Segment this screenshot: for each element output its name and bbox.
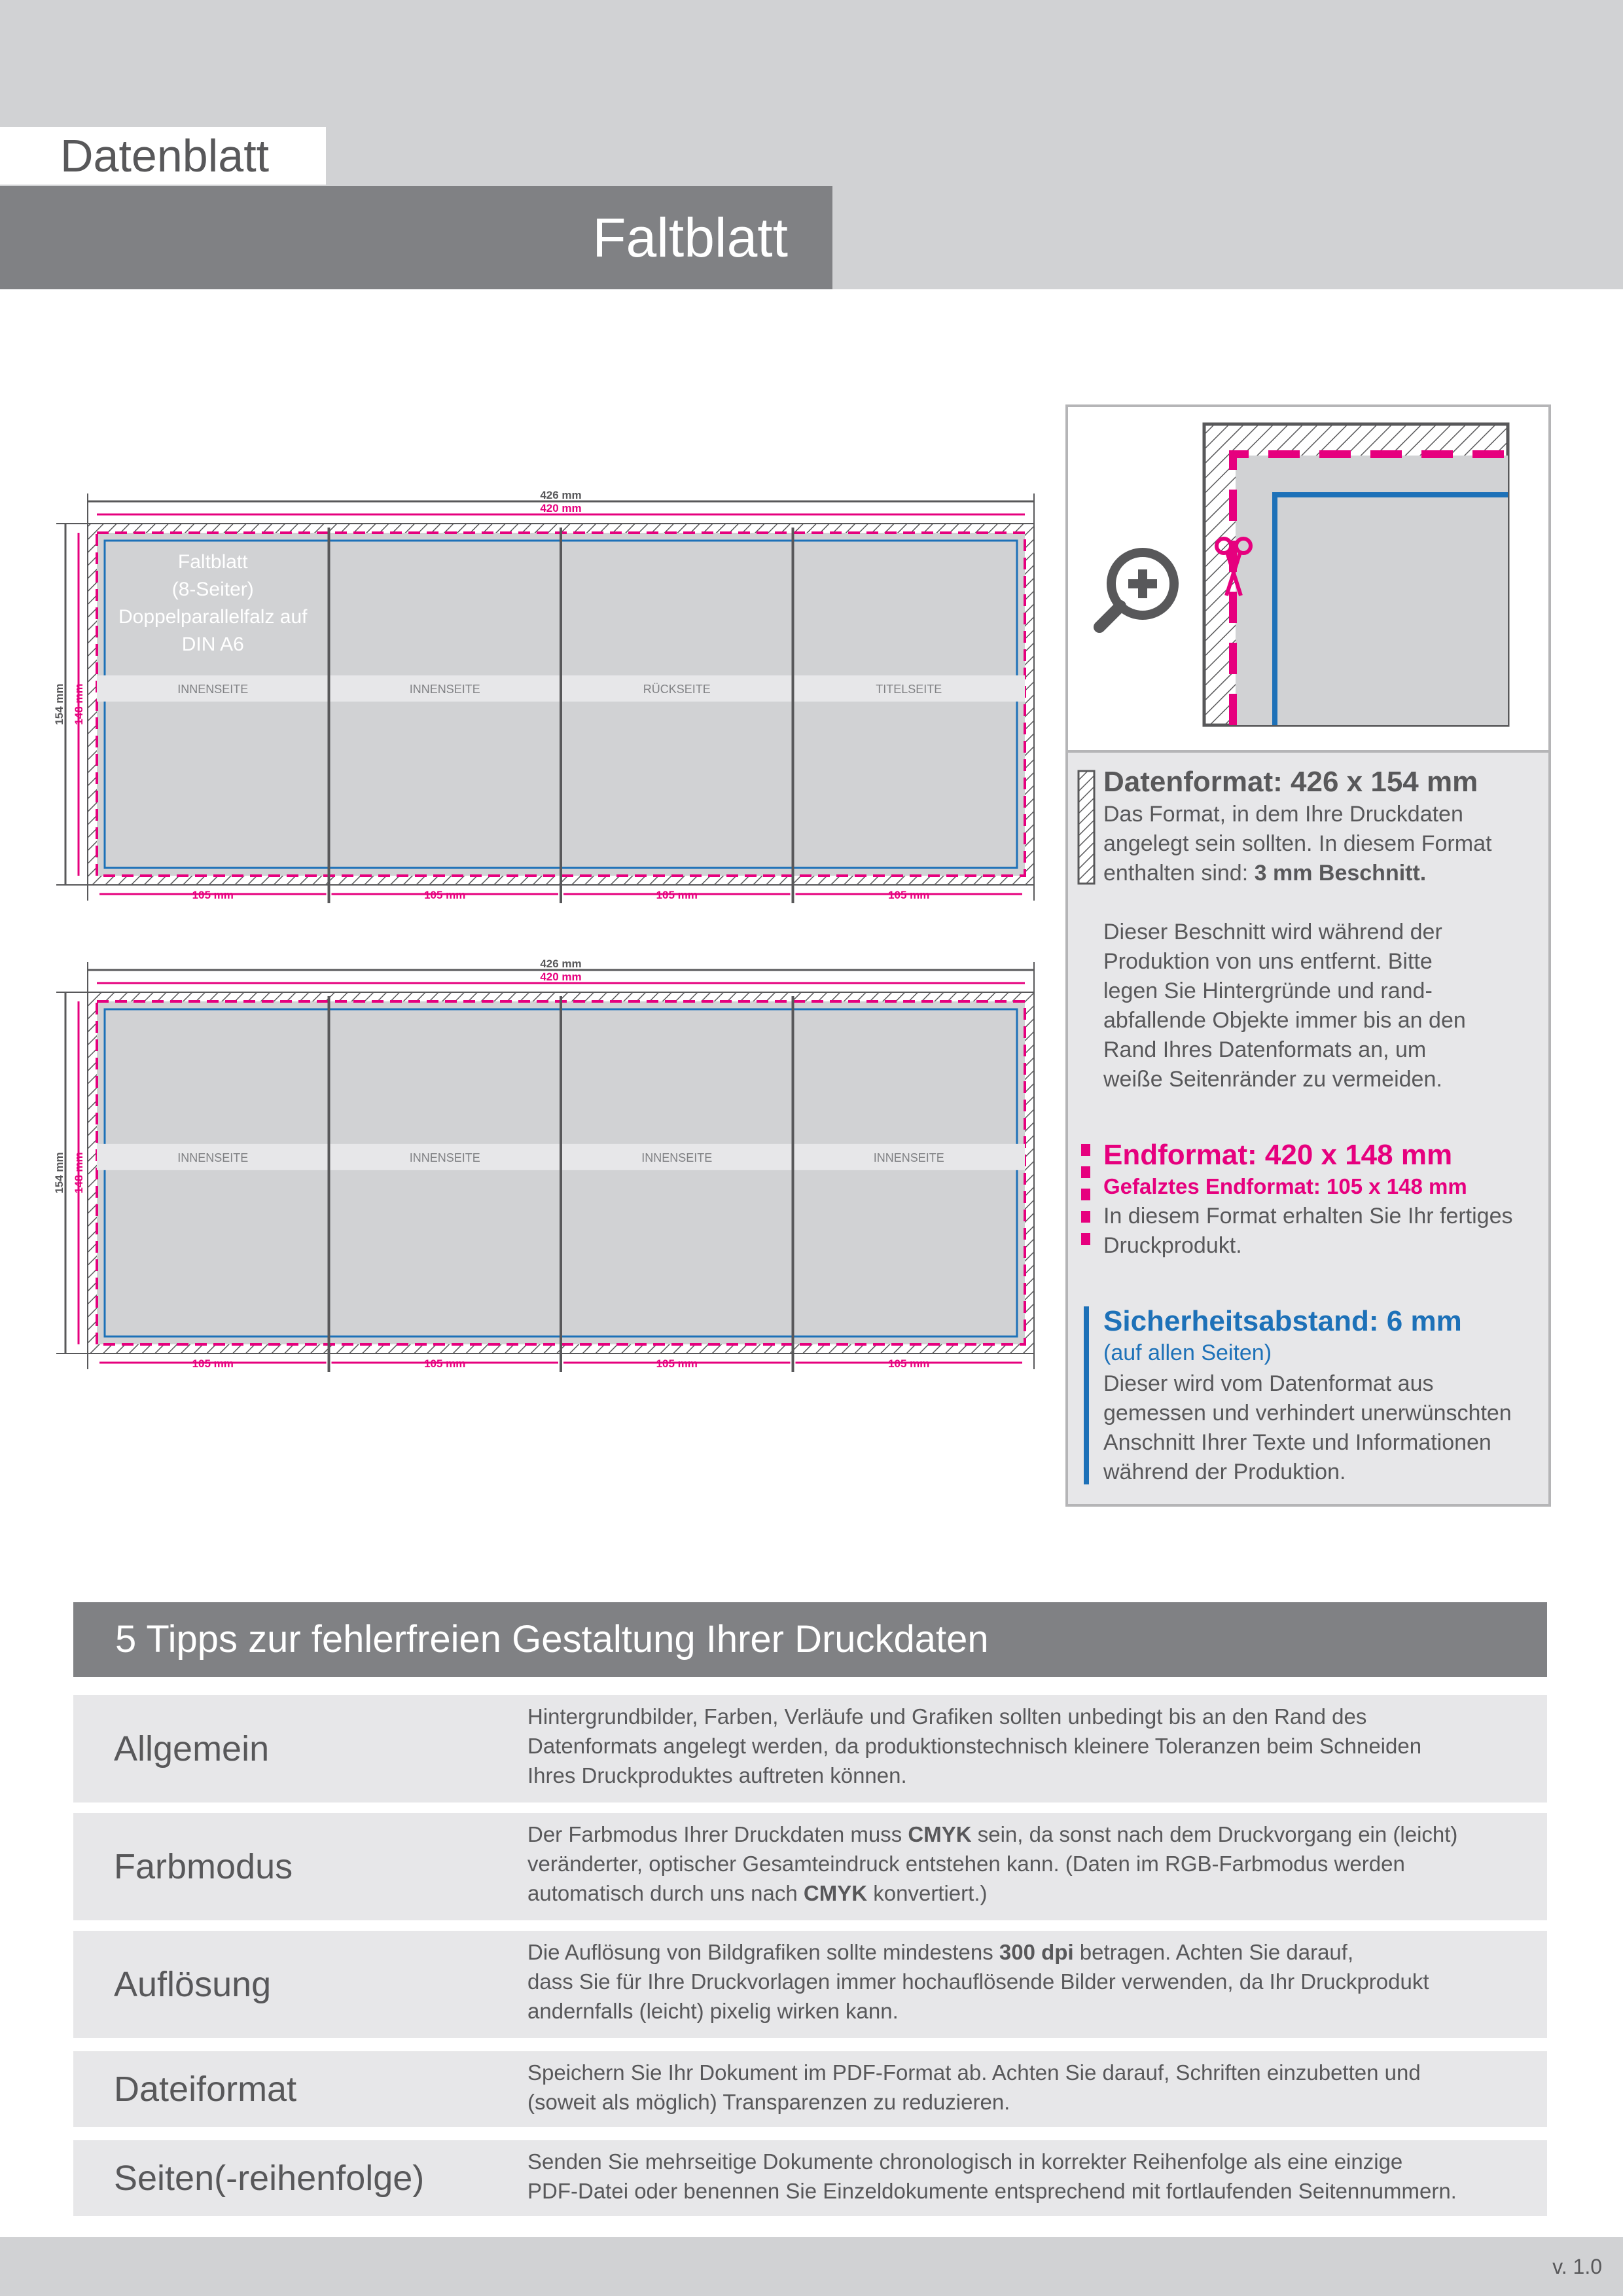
sicherheit-subtitle: (auf allen Seiten): [1103, 1340, 1272, 1365]
tip-text-part: (soweit als möglich) Transparenzen zu reduzieren.: [527, 2090, 1010, 2114]
tip-text: [527, 2058, 1542, 2117]
datenformat-line: Das Format, in dem Ihre Druckdaten: [1103, 802, 1463, 827]
safety-line-marker: [1084, 1306, 1089, 1484]
tip-text: [527, 1820, 1542, 1908]
product-label: (8-Seiter): [171, 579, 254, 600]
dimension-total-width: 426 mm: [540, 489, 582, 501]
datenformat-title: Datenformat: 426 x 154 mm: [1103, 766, 1478, 798]
dimension-total-width: 426 mm: [540, 958, 582, 970]
endformat-subtitle: Gefalztes Endformat: 105 x 148 mm: [1103, 1174, 1467, 1198]
dimension-total-height: 154 mm: [53, 1152, 65, 1194]
tip-text-part: betragen. Achten Sie darauf,: [1073, 1940, 1354, 1964]
format-diagrams: [0, 458, 1073, 1401]
tip-name: Allgemein: [114, 1729, 270, 1768]
panel-label: INNENSEITE: [177, 1151, 249, 1164]
datenformat-line: enthalten sind:: [1103, 861, 1255, 886]
diagram-with-title: [53, 489, 1034, 903]
tip-text-line: [527, 1702, 1542, 1731]
tip-text-line: [527, 1731, 1542, 1761]
dimension-total-height: 154 mm: [53, 683, 65, 725]
product-label: Doppelparallelfalz auf: [118, 606, 308, 628]
panel-width-label: 105 mm: [424, 889, 466, 901]
beschnitt-line: legen Sie Hintergründe und rand-: [1103, 978, 1433, 1003]
tip-emphasis: CMYK: [908, 1822, 972, 1846]
product-label: DIN A6: [181, 634, 244, 655]
tip-emphasis: CMYK: [803, 1881, 868, 1905]
bleed-detail-graphic: [1068, 407, 1548, 747]
beschnitt-line: Produktion von uns entfernt. Bitte: [1103, 949, 1433, 974]
panel-width-label: 105 mm: [656, 1357, 698, 1370]
tips-title: 5 Tipps zur fehlerfreien Gestaltung Ihrer Druckdaten: [115, 1618, 989, 1660]
dimension-final-width: 420 mm: [540, 971, 582, 983]
tip-name: Auflösung: [114, 1965, 272, 2004]
tip-name: Seiten(-reihenfolge): [114, 2159, 425, 2198]
sicherheit-text: [1103, 1369, 1546, 1487]
tip-text: [527, 1937, 1542, 2026]
panel-width-label: 105 mm: [888, 889, 930, 901]
panel-width-label: 105 mm: [888, 1357, 930, 1370]
beschnitt-line: Dieser Beschnitt wird während der: [1103, 920, 1442, 944]
tip-text: [527, 1702, 1542, 1790]
datenformat-line: angelegt sein sollten. In diesem Format: [1103, 831, 1492, 856]
tip-text-part: konvertiert.): [867, 1881, 988, 1905]
tip-text-line: [527, 1996, 1542, 2026]
bleed-hatch-marker: [1077, 770, 1098, 885]
tip-text: [527, 2147, 1542, 2206]
version-label: v. 1.0: [1552, 2255, 1602, 2278]
tip-text-line: [527, 2147, 1542, 2176]
dimension-final-height: 148 mm: [73, 683, 85, 725]
zoom-illustration: [1068, 407, 1548, 753]
tip-text-part: Der Farbmodus Ihrer Druckdaten muss: [527, 1822, 908, 1846]
endformat-text: [1103, 1202, 1535, 1261]
tip-text-line: [527, 1967, 1542, 1996]
tip-text-part: Speichern Sie Ihr Dokument im PDF-Format ab. Achten Sie darauf, Schriften einzubetten und: [527, 2060, 1421, 2085]
zoom-icon: [1099, 552, 1174, 627]
panel-width-label: 105 mm: [192, 1357, 234, 1370]
tip-text-line: [527, 1937, 1542, 1967]
tip-text-part: Ihres Druckproduktes auftreten können.: [527, 1763, 907, 1787]
beschnitt-line: Rand Ihres Datenformats an, um: [1103, 1037, 1427, 1062]
panel-label: INNENSEITE: [641, 1151, 713, 1164]
tip-text-part: veränderter, optischer Gesamteindruck entstehen kann. (Daten im RGB-Farbmodus werden: [527, 1852, 1405, 1876]
tip-text-part: andernfalls (leicht) pixelig wirken kann.: [527, 1999, 899, 2023]
datenformat-bold: 3 mm Beschnitt.: [1254, 861, 1427, 886]
sicherheit-title: Sicherheitsabstand: 6 mm: [1103, 1305, 1462, 1337]
endformat-dash-marker: [1081, 1144, 1090, 1253]
page-title: Faltblatt: [592, 207, 788, 268]
tip-text-line: [527, 2058, 1542, 2087]
tip-text-part: PDF-Datei oder benennen Sie Einzeldokumente entsprechend mit fortlaufenden Seitennummern.: [527, 2179, 1457, 2203]
panel-label: RÜCKSEITE: [643, 682, 711, 696]
tip-name: Farbmodus: [114, 1847, 293, 1886]
tip-text-line: [527, 2176, 1542, 2206]
panel-label: INNENSEITE: [409, 682, 480, 696]
panel-label: TITELSEITE: [876, 682, 942, 696]
tip-text-part: dass Sie für Ihre Druckvorlagen immer hochauflösende Bilder verwenden, da Ihr Druckprodukt: [527, 1969, 1429, 1994]
tip-emphasis: 300 dpi: [999, 1940, 1074, 1964]
panel-width-label: 105 mm: [656, 889, 698, 901]
dimension-final-width: 420 mm: [540, 502, 582, 514]
sicherheit-line: Dieser wird vom Datenformat aus: [1103, 1371, 1434, 1396]
tip-text-part: Hintergrundbilder, Farben, Verläufe und Grafiken sollten unbedingt bis an den Rand des: [527, 1704, 1367, 1729]
tip-text-part: sein, da sonst nach dem Druckvorgang ein (leicht): [971, 1822, 1458, 1846]
panel-label: INNENSEITE: [873, 1151, 944, 1164]
tip-text-line: [527, 1820, 1542, 1849]
panel-width-label: 105 mm: [192, 889, 234, 901]
datenformat-text: [1103, 800, 1535, 888]
diagram-inner-pages: [53, 958, 1034, 1372]
tip-text-part: automatisch durch uns nach: [527, 1881, 804, 1905]
sicherheit-line: während der Produktion.: [1103, 1460, 1346, 1484]
tip-text-line: [527, 1761, 1542, 1790]
tip-text-line: [527, 2087, 1542, 2117]
tip-text-part: Die Auflösung von Bildgrafiken sollte mindestens: [527, 1940, 999, 1964]
dimension-final-height: 148 mm: [73, 1152, 85, 1194]
endformat-title: Endformat: 420 x 148 mm: [1103, 1139, 1453, 1171]
tip-text-line: [527, 1849, 1542, 1878]
panel-width-label: 105 mm: [424, 1357, 466, 1370]
beschnitt-text: [1103, 918, 1535, 1094]
panel-label: INNENSEITE: [177, 682, 249, 696]
beschnitt-line: weiße Seitenränder zu vermeiden.: [1103, 1067, 1442, 1092]
sicherheit-line: gemessen und verhindert unerwünschten: [1103, 1401, 1512, 1426]
sicherheit-line: Anschnitt Ihrer Texte und Informationen: [1103, 1430, 1491, 1455]
product-label: Faltblatt: [177, 551, 248, 573]
tip-text-part: Datenformats angelegt werden, da produktionstechnisch kleinere Toleranzen beim Schneiden: [527, 1734, 1422, 1758]
tip-text-part: Senden Sie mehrseitige Dokumente chronologisch in korrekter Reihenfolge als eine einzige: [527, 2149, 1403, 2174]
datenblatt-label: Datenblatt: [60, 130, 270, 181]
footer-band: [0, 2237, 1623, 2296]
tip-name: Dateiformat: [114, 2070, 297, 2109]
panel-label: INNENSEITE: [409, 1151, 480, 1164]
endformat-line: In diesem Format erhalten Sie Ihr fertiges: [1103, 1204, 1513, 1229]
tip-text-line: [527, 1878, 1542, 1908]
endformat-line: Druckprodukt.: [1103, 1233, 1242, 1258]
beschnitt-line: abfallende Objekte immer bis an den: [1103, 1008, 1466, 1033]
